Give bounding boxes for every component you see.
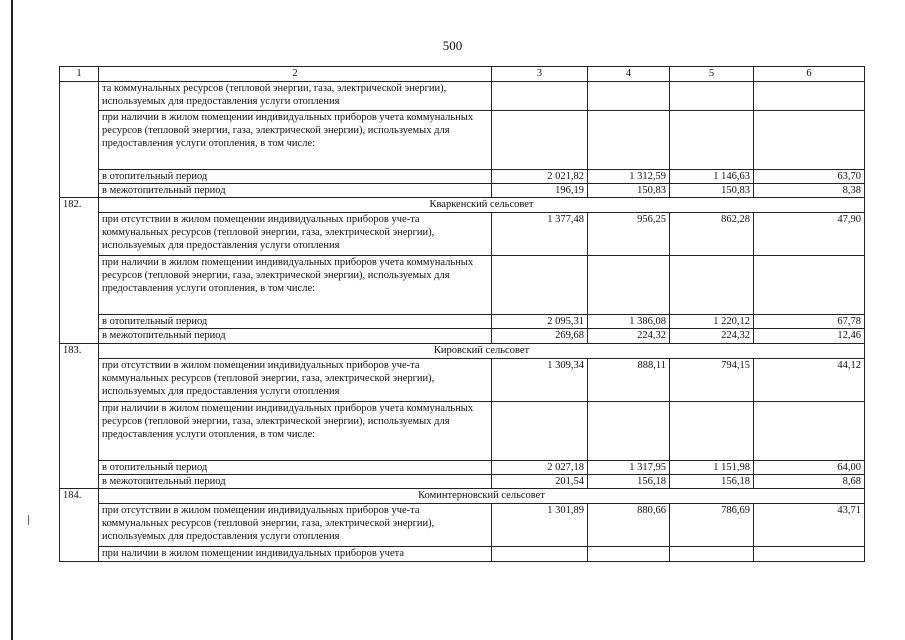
item-number-cell bbox=[60, 315, 99, 329]
header-cell: 4 bbox=[588, 67, 670, 82]
value-cell-col-3: 201,54 bbox=[492, 474, 588, 489]
row-label: в межотопительный период bbox=[99, 329, 492, 344]
value-cell-col-4 bbox=[588, 110, 670, 169]
value-cell-col-4 bbox=[588, 401, 670, 460]
table-body bbox=[60, 67, 865, 562]
value-cell-col-3: 269,68 bbox=[492, 329, 588, 344]
value-cell-col-6: 63,70 bbox=[754, 169, 865, 183]
value-cell-col-5: 786,69 bbox=[670, 504, 754, 547]
table-row bbox=[60, 504, 865, 547]
value-cell-col-6: 64,00 bbox=[754, 460, 865, 474]
value-cell-col-5: 150,83 bbox=[670, 183, 754, 198]
item-number-cell bbox=[60, 82, 99, 111]
value-cell-col-4: 156,18 bbox=[588, 474, 670, 489]
value-cell-col-3 bbox=[492, 256, 588, 315]
value-cell-col-3: 196,19 bbox=[492, 183, 588, 198]
value-cell-col-6 bbox=[754, 401, 865, 460]
item-number-cell bbox=[60, 110, 99, 169]
value-cell-col-3: 2 095,31 bbox=[492, 315, 588, 329]
value-cell-col-3: 1 377,48 bbox=[492, 213, 588, 256]
section-title: Коминтерновский сельсовет bbox=[99, 489, 865, 504]
item-number-cell bbox=[60, 169, 99, 183]
value-cell-col-4: 1 312,59 bbox=[588, 169, 670, 183]
row-label: при отсутствии в жилом помещении индивидуальных приборов уче-та коммунальных ресурсов (тепловой энергии, газа, электрической энергии), используемых для предоставления услуги отопления bbox=[99, 504, 492, 547]
item-number-cell bbox=[60, 504, 99, 547]
item-number-cell bbox=[60, 358, 99, 401]
tariff-table bbox=[59, 66, 865, 562]
value-cell-col-5 bbox=[670, 110, 754, 169]
item-number-cell bbox=[60, 401, 99, 460]
value-cell-col-6: 8,38 bbox=[754, 183, 865, 198]
value-cell-col-4 bbox=[588, 82, 670, 111]
section-row bbox=[60, 489, 865, 504]
item-number-cell bbox=[60, 329, 99, 344]
value-cell-col-3 bbox=[492, 547, 588, 562]
value-cell-col-6: 12,46 bbox=[754, 329, 865, 344]
value-cell-col-4 bbox=[588, 547, 670, 562]
value-cell-col-5: 156,18 bbox=[670, 474, 754, 489]
section-row bbox=[60, 198, 865, 213]
table-row bbox=[60, 474, 865, 489]
value-cell-col-6: 67,78 bbox=[754, 315, 865, 329]
table-row bbox=[60, 256, 865, 315]
binding-edge-line bbox=[11, 0, 13, 640]
value-cell-col-3: 2 027,18 bbox=[492, 460, 588, 474]
value-cell-col-4: 150,83 bbox=[588, 183, 670, 198]
table-row bbox=[60, 183, 865, 198]
value-cell-col-3 bbox=[492, 110, 588, 169]
table-row bbox=[60, 358, 865, 401]
row-label: при отсутствии в жилом помещении индивидуальных приборов уче-та коммунальных ресурсов (тепловой энергии, газа, электрической энергии), используемых для предоставления услуги отопления bbox=[99, 358, 492, 401]
row-label: в отопительный период bbox=[99, 315, 492, 329]
value-cell-col-4 bbox=[588, 256, 670, 315]
page-number: 500 bbox=[442, 38, 463, 53]
value-cell-col-5: 1 146,63 bbox=[670, 169, 754, 183]
value-cell-col-4: 880,66 bbox=[588, 504, 670, 547]
value-cell-col-3 bbox=[492, 401, 588, 460]
value-cell-col-5: 794,15 bbox=[670, 358, 754, 401]
value-cell-col-5 bbox=[670, 256, 754, 315]
header-cell: 2 bbox=[99, 67, 492, 82]
table-row bbox=[60, 82, 865, 111]
value-cell-col-5 bbox=[670, 547, 754, 562]
section-title: Кваркенский сельсовет bbox=[99, 198, 865, 213]
value-cell-col-4: 224,32 bbox=[588, 329, 670, 344]
item-number-cell bbox=[60, 460, 99, 474]
item-number-cell bbox=[60, 474, 99, 489]
section-number: 184. bbox=[60, 489, 99, 504]
value-cell-col-3: 1 309,34 bbox=[492, 358, 588, 401]
table-header-row bbox=[60, 67, 865, 82]
section-number: 182. bbox=[60, 198, 99, 213]
table-row bbox=[60, 460, 865, 474]
row-label: в отопительный период bbox=[99, 169, 492, 183]
value-cell-col-4: 1 317,95 bbox=[588, 460, 670, 474]
item-number-cell bbox=[60, 256, 99, 315]
value-cell-col-5: 862,28 bbox=[670, 213, 754, 256]
value-cell-col-6 bbox=[754, 256, 865, 315]
header-cell: 6 bbox=[754, 67, 865, 82]
value-cell-col-6 bbox=[754, 110, 865, 169]
row-label: в отопительный период bbox=[99, 460, 492, 474]
header-cell: 1 bbox=[60, 67, 99, 82]
table-row bbox=[60, 547, 865, 562]
section-row bbox=[60, 343, 865, 358]
value-cell-col-5: 1 151,98 bbox=[670, 460, 754, 474]
table-row bbox=[60, 169, 865, 183]
value-cell-col-4: 1 386,08 bbox=[588, 315, 670, 329]
section-number: 183. bbox=[60, 343, 99, 358]
binding-mark bbox=[28, 515, 29, 525]
table-row bbox=[60, 315, 865, 329]
value-cell-col-6: 47,90 bbox=[754, 213, 865, 256]
item-number-cell bbox=[60, 213, 99, 256]
value-cell-col-3: 1 301,89 bbox=[492, 504, 588, 547]
value-cell-col-5 bbox=[670, 82, 754, 111]
value-cell-col-3: 2 021,82 bbox=[492, 169, 588, 183]
value-cell-col-5: 224,32 bbox=[670, 329, 754, 344]
value-cell-col-6 bbox=[754, 547, 865, 562]
value-cell-col-4: 956,25 bbox=[588, 213, 670, 256]
row-label: при отсутствии в жилом помещении индивидуальных приборов уче-та коммунальных ресурсов (тепловой энергии, газа, электрической энергии), используемых для предоставления услуги отопления bbox=[99, 213, 492, 256]
table-row bbox=[60, 329, 865, 344]
item-number-cell bbox=[60, 547, 99, 562]
row-label: при наличии в жилом помещении индивидуальных приборов учета коммунальных ресурсов (тепловой энергии, газа, электрической энергии), используемых для предоставления услуги отопления, в том числе: bbox=[99, 401, 492, 460]
row-label: при наличии в жилом помещении индивидуальных приборов учета коммунальных ресурсов (тепловой энергии, газа, электрической энергии), используемых для предоставления услуги отопления, в том числе: bbox=[99, 256, 492, 315]
row-label: при наличии в жилом помещении индивидуальных приборов учета bbox=[99, 547, 492, 562]
value-cell-col-3 bbox=[492, 82, 588, 111]
value-cell-col-6: 8,68 bbox=[754, 474, 865, 489]
value-cell-col-5: 1 220,12 bbox=[670, 315, 754, 329]
value-cell-col-6: 44,12 bbox=[754, 358, 865, 401]
table-row bbox=[60, 401, 865, 460]
table-row bbox=[60, 213, 865, 256]
section-title: Кировский сельсовет bbox=[99, 343, 865, 358]
header-cell: 3 bbox=[492, 67, 588, 82]
row-label: та коммунальных ресурсов (тепловой энергии, газа, электрической энергии), используемых для предоставления услуги отопления bbox=[99, 82, 492, 111]
value-cell-col-5 bbox=[670, 401, 754, 460]
value-cell-col-4: 888,11 bbox=[588, 358, 670, 401]
item-number-cell bbox=[60, 183, 99, 198]
table-row bbox=[60, 110, 865, 169]
value-cell-col-6: 43,71 bbox=[754, 504, 865, 547]
value-cell-col-6 bbox=[754, 82, 865, 111]
row-label: при наличии в жилом помещении индивидуальных приборов учета коммунальных ресурсов (тепловой энергии, газа, электрической энергии), используемых для предоставления услуги отопления, в том числе: bbox=[99, 110, 492, 169]
row-label: в межотопительный период bbox=[99, 474, 492, 489]
header-cell: 5 bbox=[670, 67, 754, 82]
row-label: в межотопительный период bbox=[99, 183, 492, 198]
